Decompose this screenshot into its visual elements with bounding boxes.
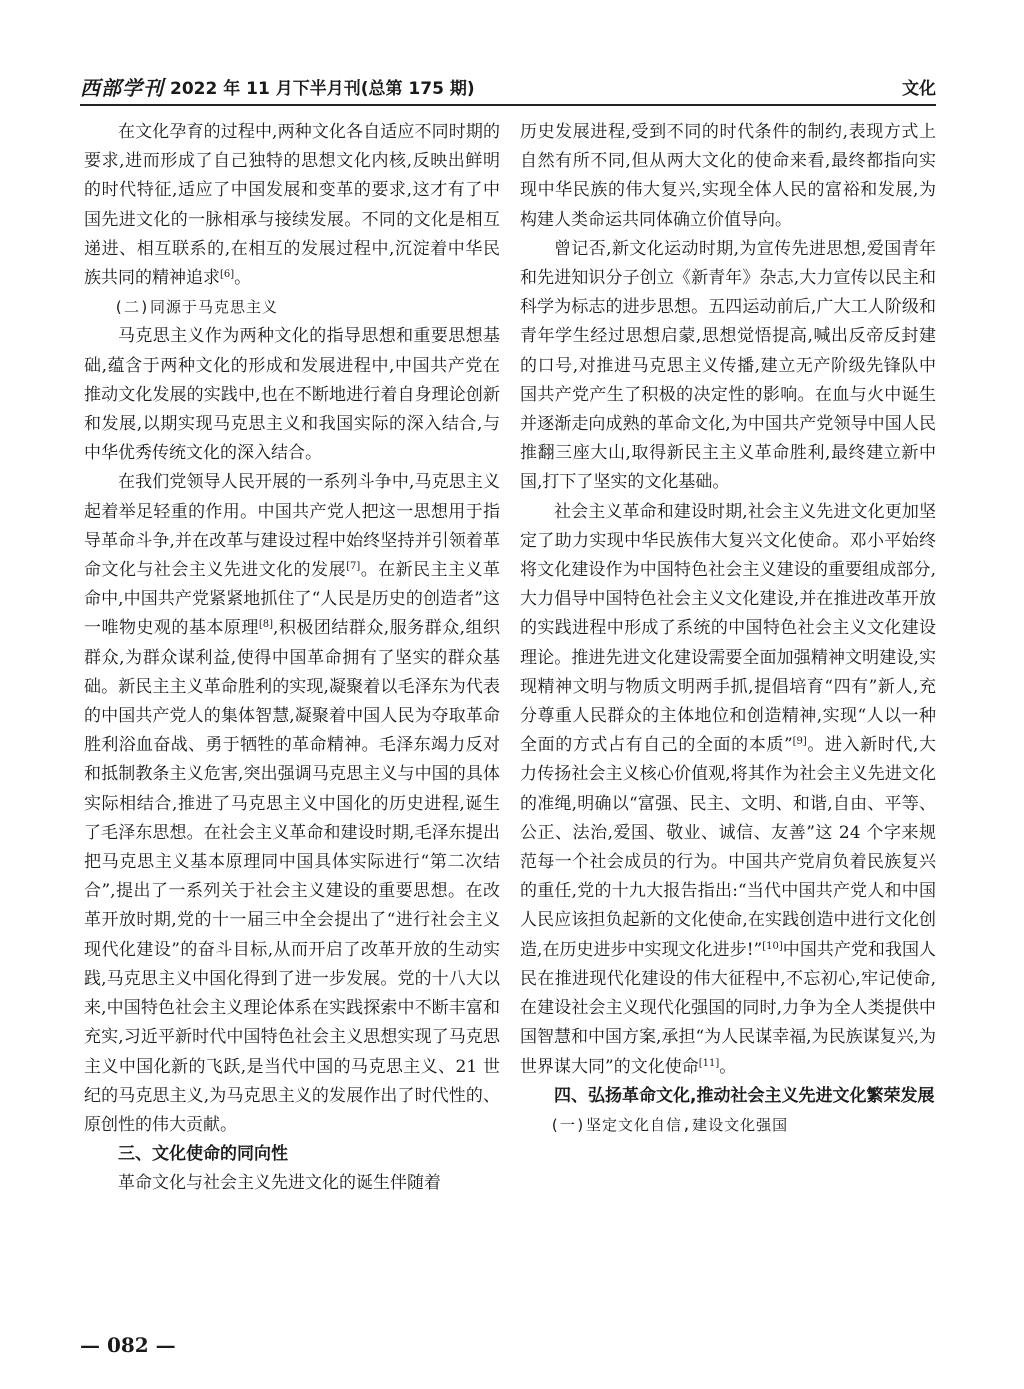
- right-column: [520, 118, 936, 1140]
- citation-ref: [7]: [346, 561, 361, 573]
- citation-ref: [8]: [258, 619, 274, 631]
- running-header: [80, 70, 936, 106]
- paragraph-text: 社会主义革命和建设时期,社会主义先进文化更加坚定了助力实现中华民族伟大复兴文化使命。邓小平始终将文化建设作为中国特色社会主义建设的重要组成部分,大力倡导中国特色社会主义文化建设,并在推进改革开放的实践进程中形成了系统的中国特色社会主义文化建设理论。推进先进文化建设需要全面加强精神文明建设,实现精神文明与物质文明两手抓,提倡培育“四有”新人,充分尊重人民群众的主体地位和创造精神,实现“人以一种全面的方式占有自己的全面的本质”: [520, 501, 936, 756]
- page-number: — 082 —: [80, 1333, 176, 1357]
- paragraph: 马克思主义作为两种文化的指导思想和重要思想基础,蕴含于两种文化的形成和发展进程中,中国共产党在推动文化发展的实践中,也在不断地进行着自身理论创新和发展,以期实现马克思主义和我国实际的深入结合,与中华优秀传统文化的深入结合。: [84, 326, 500, 464]
- citation-ref: [10]: [762, 940, 783, 952]
- paragraph-text: 。在新民主主义革命中,中国共产党紧紧地抓住了“人民是历史的创造者”这一唯物史观的基本原理: [84, 560, 501, 639]
- paragraph: 历史发展进程,受到不同的时代条件的制约,表现方式上自然有所不同,但从两大文化的使命来看,最终都指向实现中华民族的伟大复兴,实现全体人民的富裕和发展,为构建人类命运共同体确立价值导向。: [520, 122, 936, 230]
- section-name: 文化: [902, 79, 936, 99]
- paragraph-text: 。进入新时代,大力传扬社会主义核心价值观,将其作为社会主义先进文化的准绳,明确以“富强、民主、文明、和谐,自由、平等、公正、法治,爱国、敬业、诚信、友善”这 24 个字来规范每一个社会成员的行为。中国共产党肩负着民族复兴的重任,党的十九大报告指出:“当代中国共产党人和中国人民应该担负起新的文化使命,在实践创造中进行文化创造,在历史进步中实现文化进步!”: [520, 735, 936, 960]
- paragraph-text: 中国共产党和我国人民在推进现代化建设的伟大征程中,不忘初心,牢记使命,在建设社会主义现代化强国的同时,力争为全人类提供中国智慧和中国方案,承担“为人民谋幸福,为民族谋复兴,为世界谋大同”的文化使命: [520, 939, 936, 1077]
- paragraph: 曾记否,新文化运动时期,为宣传先进思想,爱国青年和先进知识分子创立《新青年》杂志,大力宣传以民主和科学为标志的进步思想。五四运动前后,广大工人阶级和青年学生经过思想启蒙,思想觉悟提高,喊出反帝反封建的口号,对推进马克思主义传播,建立无产阶级先锋队中国共产党产生了积极的决定性的影响。在血与火中诞生并逐渐走向成熟的革命文化,为中国共产党领导中国人民推翻三座大山,取得新民主主义革命胜利,最终建立新中国,打下了坚实的文化基础。: [520, 238, 936, 493]
- paragraph-text: 在我们党领导人民开展的一系列斗争中,马克思主义起着举足轻重的作用。中国共产党人把这一思想用于指导革命斗争,并在改革与建设过程中始终坚持并引领着革命文化与社会主义先进文化的发展: [84, 472, 500, 581]
- citation-ref: [11]: [698, 1057, 720, 1069]
- paragraph: [84, 118, 500, 293]
- left-column: [84, 118, 500, 1199]
- citation-ref: [6]: [220, 269, 235, 281]
- paragraph: [520, 498, 936, 1082]
- section-heading: 四、弘扬革命文化,推动社会主义先进文化繁荣发展: [554, 1085, 935, 1106]
- paragraph-text: 在文化孕育的过程中,两种文化各自适应不同时期的要求,进而形成了自己独特的思想文化内核,反映出鲜明的时代特征,适应了中国发展和变革的要求,这才有了中国先进文化的一脉相承与接续发展。不同的文化是相互递进、相互联系的,在相互的发展过程中,沉淀着中华民族共同的精神追求: [84, 122, 500, 289]
- journal-logo: 西部学刊: [80, 76, 164, 100]
- paragraph-text: 。: [234, 268, 252, 289]
- citation-ref: [9]: [792, 736, 807, 748]
- subsection-heading: (二)同源于马克思主义: [114, 298, 279, 317]
- paragraph: [84, 468, 500, 1140]
- paragraph-text: ,积极团结群众,服务群众,组织群众,为群众谋利益,使得中国革命拥有了坚实的群众基础。新民主主义革命胜利的实现,凝聚着以毛泽东为代表的中国共产党人的集体智慧,凝聚着中国人民为夺取革命胜利浴血奋战、勇于牺牲的革命精神。毛泽东竭力反对和抵制教条主义危害,突出强调马克思主义与中国的具体实际相结合,推进了马克思主义中国化的历史进程,诞生了毛泽东思想。在社会主义革命和建设时期,毛泽东提出把马克思主义基本原理同中国具体实际进行“第二次结合”,提出了一系列关于社会主义建设的重要思想。在改革开放时期,党的十一届三中全会提出了“进行社会主义现代化建设”的奋斗目标,从而开启了改革开放的生动实践,马克思主义中国化得到了进一步发展。党的十八大以来,中国特色社会主义理论体系在实践探索中不断丰富和充实,习近平新时代中国特色社会主义思想实现了马克思主义中国化新的飞跃,是当代中国的马克思主义、21 世纪的马克思主义,为马克思主义的发展作出了时代性的、原创性的伟大贡献。: [84, 618, 500, 1135]
- issue-info: 2022 年 11 月下半月刊(总第 175 期): [170, 79, 475, 99]
- paragraph: 革命文化与社会主义先进文化的诞生伴随着: [118, 1173, 441, 1194]
- subsection-heading: (一)坚定文化自信,建设文化强国: [550, 1115, 789, 1134]
- paragraph-text: 。: [719, 1056, 737, 1077]
- section-heading: 三、文化使命的同向性: [118, 1144, 288, 1165]
